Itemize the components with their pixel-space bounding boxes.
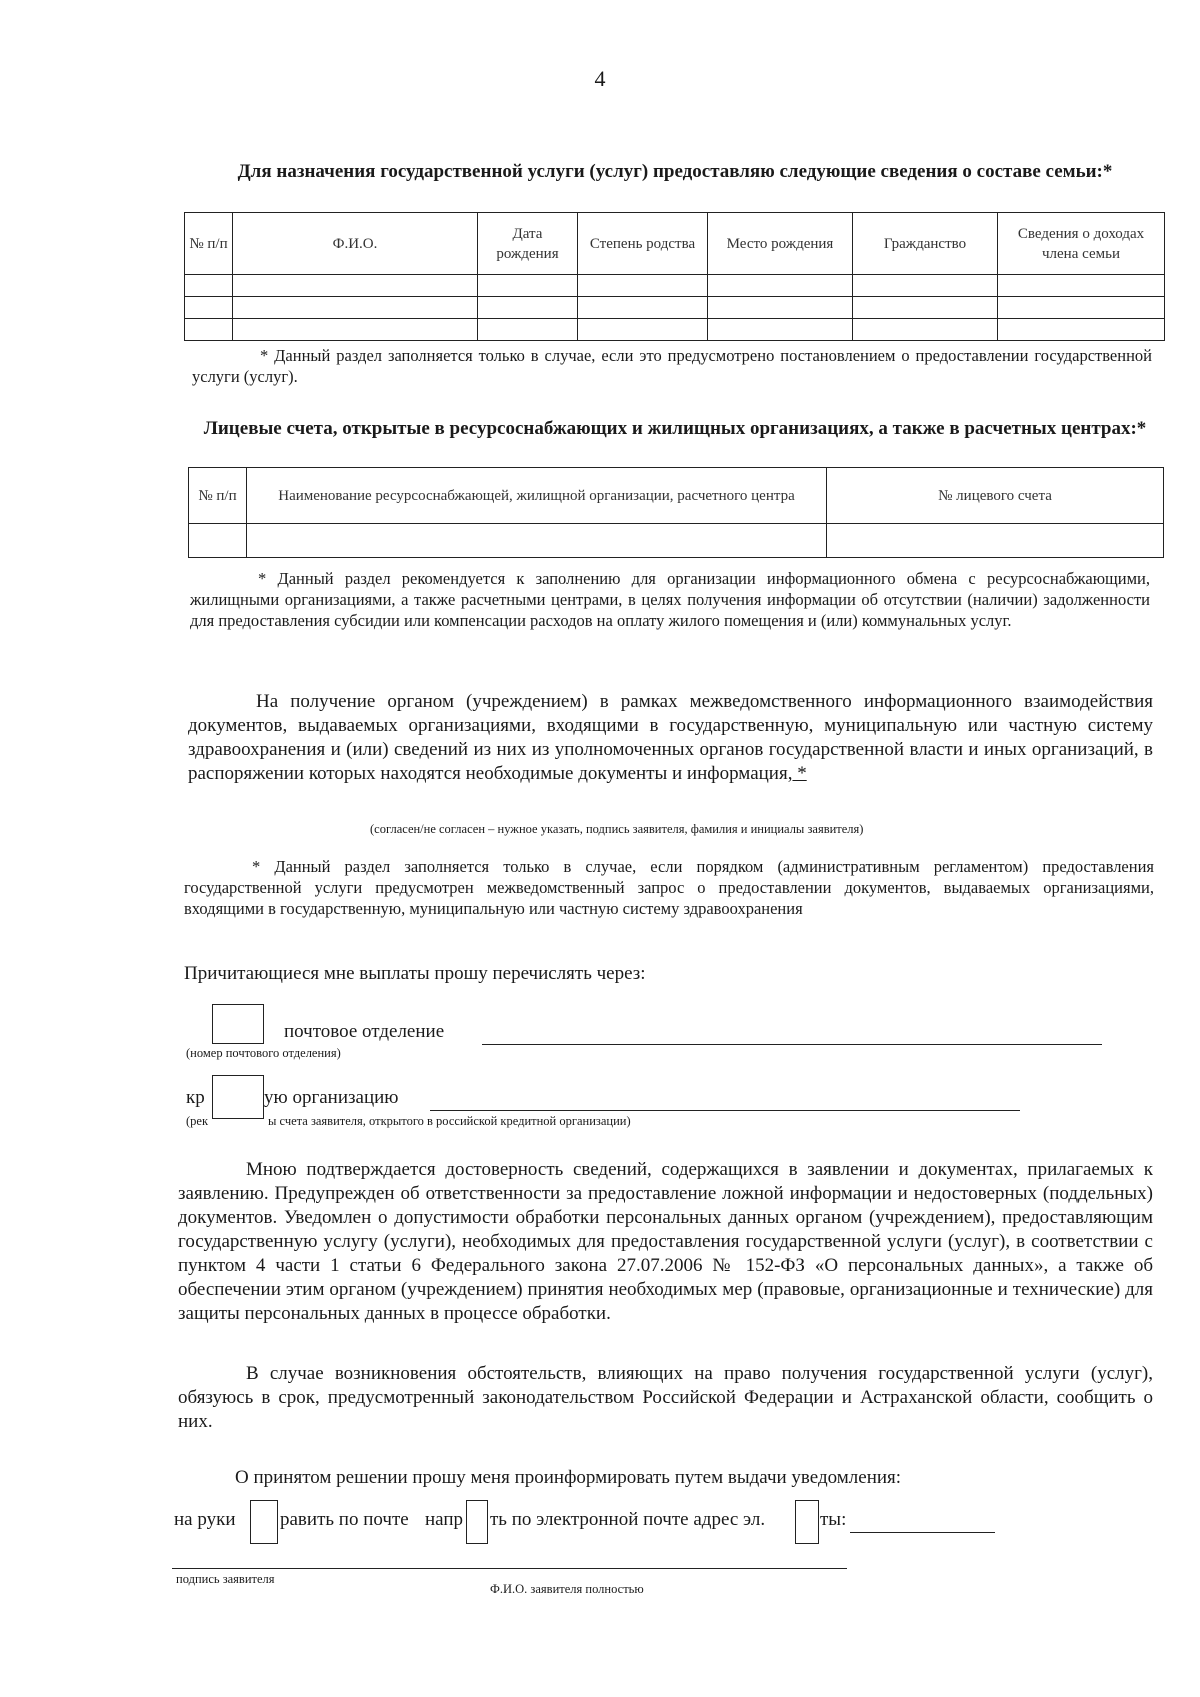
notification-intro: О принятом решении прошу меня проинформировать путем выдачи уведомления:	[235, 1467, 902, 1488]
post-office-checkbox[interactable]	[212, 1004, 264, 1044]
family-col-relation: Степень родства	[578, 213, 708, 275]
credit-org-hint-start: (рек	[186, 1114, 209, 1128]
consent-asterisk: *	[792, 763, 807, 784]
family-col-birthplace: Место рождения	[708, 213, 853, 275]
payment-intro: Причитающиеся мне выплаты прошу перечислять через:	[184, 963, 646, 984]
signature-line[interactable]	[172, 1568, 847, 1569]
credit-org-hint-end: ы счета заявителя, открытого в российской кредитной организации)	[268, 1114, 631, 1128]
family-section-note: * Данный раздел заполняется только в случае, если это предусмотрено постановлением о предоставлении государственной услуги (услуг).	[192, 346, 1152, 386]
notify-option-email-label-end: ты:	[820, 1509, 847, 1530]
consent-text	[188, 690, 1153, 786]
notify-option-post-label: равить по почте	[280, 1509, 409, 1530]
consent-body: На получение органом (учреждением) в рамках межведомственного информационного взаимодействия документов, выдаваемых организациями, входящими в государственную, муниципальную или частную систему здравоохранения и (или) сведений из них из уполномоченных органов государственной власти и иных организаций, в распоряжении которых находятся необходимые документы и информация,	[188, 691, 1153, 784]
notify-option-email-label: ть по электронной почте адрес эл.	[490, 1509, 766, 1530]
credit-org-label-start: кр	[186, 1087, 205, 1108]
family-table	[184, 212, 1165, 341]
post-office-label: почтовое отделение	[284, 1021, 445, 1042]
applicant-name-label: Ф.И.О. заявителя полностью	[490, 1582, 644, 1596]
accounts-col-organization: Наименование ресурсоснабжающей, жилищной организации, расчетного центра	[247, 468, 827, 524]
family-col-income: Сведения о доходах члена семьи	[998, 213, 1165, 275]
accounts-section-title: Лицевые счета, открытые в ресурсоснабжающих и жилищных организациях, а также в расчетных центрах:*	[203, 418, 1147, 439]
page-number: 4	[594, 66, 606, 91]
family-section-title: Для назначения государственной услуги (услуг) предоставляю следующие сведения о составе семьи:*	[237, 161, 1113, 182]
consent-note: * Данный раздел заполняется только в случае, если порядком (административным регламентом) предоставления государственной услуги предусмотрен межведомственный запрос о предоставлении документов, выдаваемых организациями, входящими в государственную, муниципальную или частную систему здравоохранения	[184, 857, 1154, 918]
consent-hint: (согласен/не согласен – нужное указать, подпись заявителя, фамилия и инициалы заявителя)	[370, 822, 864, 836]
accounts-col-account: № лицевого счета	[827, 468, 1164, 524]
notify-hand-checkbox[interactable]	[250, 1500, 278, 1544]
email-address-input-line[interactable]	[850, 1532, 995, 1533]
family-col-citizenship: Гражданство	[853, 213, 998, 275]
confirmation-paragraph-2: В случае возникновения обстоятельств, влияющих на право получения государственной услуги (услуг), обязуюсь в срок, предусмотренный законодательством Российской Федерации и Астраханской области, сообщить о них.	[178, 1363, 1153, 1432]
credit-org-input-line[interactable]	[430, 1110, 1020, 1111]
family-col-fio: Ф.И.О.	[233, 213, 478, 275]
table-row[interactable]	[185, 275, 1165, 297]
family-col-birthdate: Дата рождения	[478, 213, 578, 275]
notify-post-checkbox[interactable]	[466, 1500, 488, 1544]
credit-org-checkbox[interactable]	[212, 1075, 264, 1119]
table-row[interactable]	[189, 524, 1164, 558]
table-row[interactable]	[185, 297, 1165, 319]
accounts-col-number: № п/п	[189, 468, 247, 524]
family-col-number: № п/п	[185, 213, 233, 275]
notify-option-email-label-start: напр	[425, 1509, 464, 1530]
table-row[interactable]	[185, 319, 1165, 341]
confirmation-paragraph-1: Мною подтверждается достоверность сведений, содержащихся в заявлении и документах, прилагаемых к заявлению. Предупрежден об ответственности за предоставление ложной информации и недостоверных (поддельных) документов. Уведомлен о допустимости обработки персональных данных органом (учреждением), предоставляющим государственную услугу (услуги), необходимых для предоставления государственной услуги (услуг), в соответствии с пунктом 4 части 1 статьи 6 Федерального закона 27.07.2006 № 152-ФЗ «О персональных данных», а также об обеспечении этим органом (учреждением) принятия необходимых мер (правовые, организационные и технические) для защиты персональных данных в процессе обработки.	[178, 1159, 1153, 1324]
notify-email-checkbox[interactable]	[795, 1500, 819, 1544]
accounts-section-note: * Данный раздел рекомендуется к заполнению для организации информационного обмена с ресурсоснабжающими, жилищными организациями, а также расчетными центрами, в целях получения информации об отсутствии (наличии) задолженности для предоставления субсидии или компенсации расходов на оплату жилого помещения и (или) коммунальных услуг.	[190, 569, 1150, 630]
credit-org-label-end: ую организацию	[264, 1087, 399, 1108]
accounts-table	[188, 467, 1164, 558]
notify-option-hand-label: на руки	[174, 1509, 236, 1530]
post-office-hint: (номер почтового отделения)	[186, 1046, 341, 1060]
post-office-input-line[interactable]	[482, 1044, 1102, 1045]
signature-label: подпись заявителя	[176, 1572, 275, 1586]
